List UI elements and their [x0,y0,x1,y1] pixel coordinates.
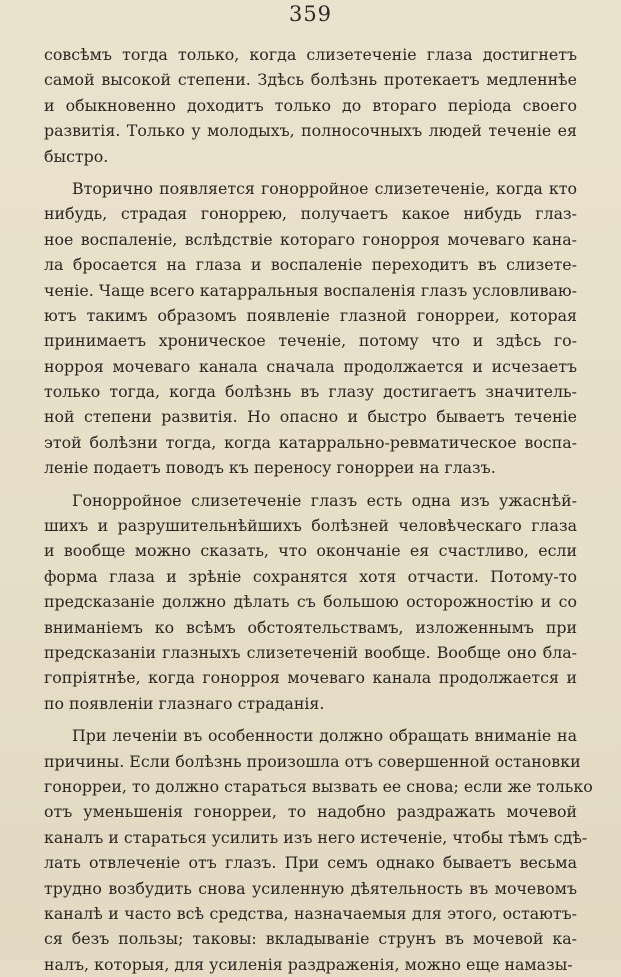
text-line: ютъ такимъ образомъ появленіе глазной гонорреи, которая [44,305,577,325]
text-line: каналѣ и часто всѣ средства, назначаемыя для этого, остаютъ- [44,903,577,923]
text-line: гопріятнѣе, когда гонорроя мочеваго канала продолжается и [44,668,577,688]
text-line: шихъ и разрушительнѣйшихъ болѣзней человѣческаго глаза [44,516,577,536]
paragraph-gap [44,169,577,176]
text-line: Вторично появляется гонорройное слизетеченіе, когда кто [72,178,577,198]
text-line: ное воспаленіе, вслѣдствіе котораго гонорроя мочеваго кана- [44,229,577,249]
text-line: норроя мочеваго канала сначала продолжается и исчезаетъ [44,356,577,376]
text-line: и обыкновенно доходитъ только до втораго періода своего [44,95,577,115]
text-line: ся безъ пользы; таковы: вкладываніе струнъ въ мочевой ка- [44,929,577,949]
text-line: налъ, которыя, для усиленія раздраженія, можно еще намазы- [44,954,573,974]
text-line: отъ уменьшенія гонорреи, то надобно раздражать мочевой [44,802,577,822]
text-line: быстро. [44,146,109,166]
text-line: При леченіи въ особенности должно обращать вниманіе на [72,726,577,746]
paragraph-gap [44,716,577,723]
text-line: лать отвлеченіе отъ глазъ. При семъ однако бываетъ весьма [44,853,577,873]
text-line: форма глаза и зрѣніе сохранятся хотя отчасти. Потому-то [44,566,577,586]
text-line: леніе подаетъ поводъ къ переносу гонорреи на глазъ. [44,458,496,478]
text-line: принимаетъ хроническое теченіе, потому что и здѣсь го- [44,331,577,351]
text-line: ла бросается на глаза и воспаленіе переходитъ въ слизете- [44,255,577,275]
text-line: ной степени развитія. Но опасно и быстро бываетъ теченіе [44,407,577,427]
text-line: совсѣмъ тогда только, когда слизетеченіе глаза достигнетъ [44,45,577,64]
text-line: каналъ и стараться усилить изъ него истеченіе, чтобы тѣмъ сдѣ- [44,827,588,847]
body-text [44,42,593,977]
text-line: гонорреи, то должно стараться вызвать ее снова; если же только [44,776,593,796]
text-line: трудно возбудить снова усиленную дѣятельность въ мочевомъ [44,878,577,898]
paragraph [44,176,577,481]
text-line: ченіе. Чаще всего катарральныя воспаленія глазъ условливаю- [44,280,577,300]
text-line: Гонорройное слизетеченіе глазъ есть одна изъ ужаснѣй- [72,490,577,510]
text-line: и вообще можно сказать, что окончаніе ея счастливо, если [44,541,577,561]
paragraph [44,723,593,977]
paragraph [44,488,577,717]
text-line: самой высокой степени. Здѣсь болѣзнь протекаетъ медленнѣе [44,70,577,90]
page-number: 359 [288,2,333,26]
paragraph [44,42,577,169]
text-line: этой болѣзни тогда, когда катаррально-ревматическое воспа- [44,432,577,452]
text-line: вниманіемъ ко всѣмъ обстоятельствамъ, изложеннымъ при [44,617,577,637]
text-line: причины. Если болѣзнь произошла отъ совершенной остановки [44,751,581,771]
text-line: нибудь, страдая гоноррею, получаетъ какое нибудь глаз- [44,204,577,224]
text-line: предсказаніе должно дѣлать съ большою осторожностію и со [44,592,577,612]
text-line: только тогда, когда болѣзнь въ глазу достигаетъ значитель- [44,382,577,402]
text-line: развитія. Только у молодыхъ, полносочныхъ людей теченіе ея [44,121,577,141]
text-line: предсказаніи глазныхъ слизетеченій вообще. Вообще оно бла- [44,642,577,662]
text-line: по появленіи глазнаго страданія. [44,693,325,713]
paragraph-gap [44,481,577,488]
